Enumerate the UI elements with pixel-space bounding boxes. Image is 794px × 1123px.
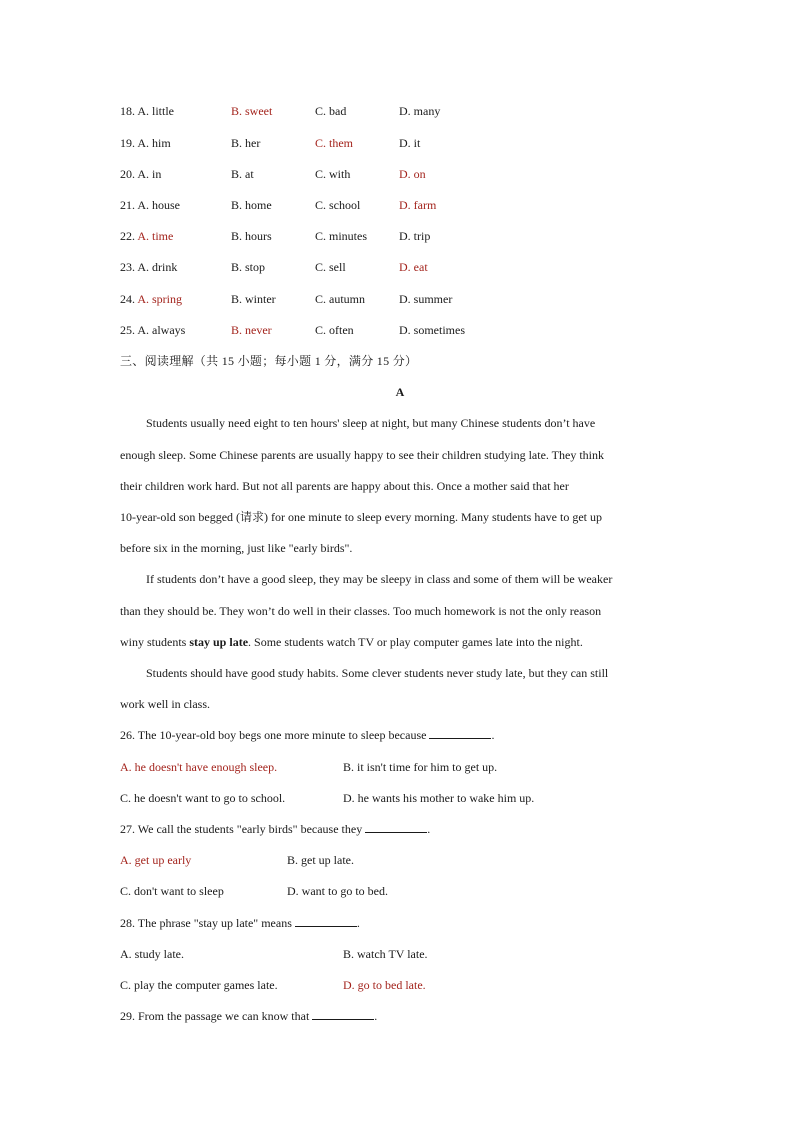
choice-option: [231, 164, 254, 184]
choice-option: [399, 101, 440, 121]
choice-question-row: [120, 289, 680, 309]
passage-line: Students should have good study habits. Some clever students never study late, but they can still: [146, 666, 609, 680]
option-text: B. winter: [231, 292, 276, 306]
passage-line: Students usually need eight to ten hours' sleep at night, but many Chinese students don’t have: [146, 416, 596, 430]
choice-option: [399, 289, 452, 309]
option-text: B. home: [231, 198, 272, 212]
passage-line: [120, 632, 680, 652]
option-d: D. he wants his mother to wake him up.: [343, 791, 535, 805]
choice-option: [231, 289, 276, 309]
question-stem: 28. The phrase "stay up late" means: [120, 916, 292, 930]
choice-option: [231, 195, 272, 215]
option-c: C. he doesn't want to go to school.: [120, 791, 286, 805]
answer-blank: [365, 821, 427, 833]
option-d: D. want to go to bed.: [287, 884, 388, 898]
passage-line: 10-year-old son begged (请求) for one minute to sleep every morning. Many students have to get up: [120, 510, 602, 524]
choice-question-row: [120, 320, 680, 340]
question-26: [120, 725, 680, 745]
option-text: A. him: [137, 136, 171, 150]
choice-question-row: [120, 257, 680, 277]
option-text: B. sweet: [231, 104, 273, 118]
choice-option: [231, 257, 265, 277]
option-text: C. bad: [315, 104, 347, 118]
option-b: B. it isn't time for him to get up.: [343, 760, 498, 774]
option-text: B. never: [231, 323, 272, 337]
option-text: A. time: [137, 229, 174, 243]
answer-blank: [312, 1008, 374, 1020]
option-text: D. trip: [399, 229, 431, 243]
choice-option: [315, 195, 360, 215]
passage-line: than they should be. They won’t do well in their classes. Too much homework is not the only reason: [120, 604, 602, 618]
option-text: A. spring: [137, 292, 183, 306]
question-number: 23.: [120, 260, 135, 274]
choice-option: [231, 320, 272, 340]
period: .: [374, 1009, 378, 1023]
choice-option: [120, 164, 161, 184]
option-text: A. house: [137, 198, 181, 212]
passage-line: If students don’t have a good sleep, they may be sleepy in class and some of them will be weaker: [146, 572, 613, 586]
option-text: B. hours: [231, 229, 272, 243]
choice-option: [315, 226, 367, 246]
question-27-options: [120, 850, 680, 870]
choice-question-row: [120, 101, 680, 121]
choice-option: [315, 257, 346, 277]
option-b: B. watch TV late.: [343, 947, 428, 961]
choice-question-row: [120, 226, 680, 246]
option-text: A. little: [137, 104, 175, 118]
question-number: 20.: [120, 167, 135, 181]
question-29: [120, 1006, 680, 1026]
choice-option: [399, 164, 426, 184]
choice-option: [399, 133, 420, 153]
option-text: B. at: [231, 167, 254, 181]
choice-option: [120, 320, 185, 340]
choice-option: [120, 257, 177, 277]
choice-option: [315, 101, 346, 121]
choice-option: [315, 289, 365, 309]
passage-line: work well in class.: [120, 697, 210, 711]
passage-label: A: [395, 385, 405, 399]
passage-line: enough sleep. Some Chinese parents are usually happy to see their children studying late. They think: [120, 448, 604, 462]
choice-option: [315, 164, 350, 184]
question-stem: 27. We call the students "early birds" because they: [120, 822, 363, 836]
option-text: B. stop: [231, 260, 266, 274]
choice-question-row: [120, 133, 680, 153]
answer-blank: [295, 915, 357, 927]
option-text: A. drink: [137, 260, 178, 274]
option-c: C. play the computer games late.: [120, 978, 278, 992]
question-27: [120, 819, 680, 839]
option-a: A. study late.: [120, 947, 184, 961]
choice-option: [231, 226, 272, 246]
option-text: C. often: [315, 323, 354, 337]
option-text: C. school: [315, 198, 361, 212]
choice-option: [399, 257, 428, 277]
question-number: 25.: [120, 323, 135, 337]
option-b: B. get up late.: [287, 853, 354, 867]
question-stem: 26. The 10-year-old boy begs one more minute to sleep because: [120, 728, 427, 742]
question-26-options: [120, 788, 680, 808]
question-stem: 29. From the passage we can know that: [120, 1009, 310, 1023]
choice-option: [399, 226, 430, 246]
option-text: D. many: [399, 104, 441, 118]
period: .: [356, 916, 360, 930]
option-text: A. always: [137, 323, 186, 337]
option-text: B. her: [231, 136, 261, 150]
passage-line: their children work hard. But not all parents are happy about this. Once a mother said that her: [120, 479, 569, 493]
option-text: C. sell: [315, 260, 346, 274]
option-text: C. autumn: [315, 292, 365, 306]
answer-blank: [429, 727, 491, 739]
question-27-options: [120, 881, 680, 901]
option-text: D. summer: [399, 292, 453, 306]
choice-option: [231, 133, 260, 153]
choice-question-row: [120, 164, 680, 184]
period: .: [427, 822, 431, 836]
section-title: 三、阅读理解（共 15 小题；每小题 1 分，满分 15 分）: [120, 354, 418, 368]
option-a: A. get up early: [120, 853, 192, 867]
choice-option: [120, 101, 174, 121]
choice-option: [120, 289, 182, 309]
option-text: A. in: [137, 167, 162, 181]
option-c: C. don't want to sleep: [120, 884, 224, 898]
bold-phrase: stay up late: [189, 635, 249, 649]
choice-option: [399, 195, 436, 215]
option-text: D. farm: [399, 198, 437, 212]
passage-text: . Some students watch TV or play computer games late into the night.: [248, 635, 583, 649]
option-text: C. minutes: [315, 229, 368, 243]
choice-option: [399, 320, 465, 340]
question-28-options: [120, 944, 680, 964]
choice-option: [120, 226, 173, 246]
question-number: 22.: [120, 229, 135, 243]
period: .: [491, 728, 495, 742]
option-text: C. them: [315, 136, 353, 150]
option-text: D. it: [399, 136, 421, 150]
choice-option: [315, 320, 354, 340]
option-a: A. he doesn't have enough sleep.: [120, 760, 278, 774]
passage-line: before six in the morning, just like "early birds".: [120, 541, 353, 555]
question-number: 21.: [120, 198, 135, 212]
choice-option: [120, 133, 171, 153]
choice-option: [120, 195, 180, 215]
option-text: D. sometimes: [399, 323, 465, 337]
option-d: D. go to bed late.: [343, 978, 426, 992]
question-28-options: [120, 975, 680, 995]
choice-option: [315, 133, 353, 153]
option-text: C. with: [315, 167, 351, 181]
question-number: 24.: [120, 292, 135, 306]
option-text: D. on: [399, 167, 426, 181]
question-number: 19.: [120, 136, 135, 150]
question-26-options: [120, 757, 680, 777]
choice-question-row: [120, 195, 680, 215]
question-number: 18.: [120, 104, 135, 118]
question-28: [120, 913, 680, 933]
choice-option: [231, 101, 272, 121]
option-text: D. eat: [399, 260, 428, 274]
passage-text: winy students: [120, 635, 190, 649]
